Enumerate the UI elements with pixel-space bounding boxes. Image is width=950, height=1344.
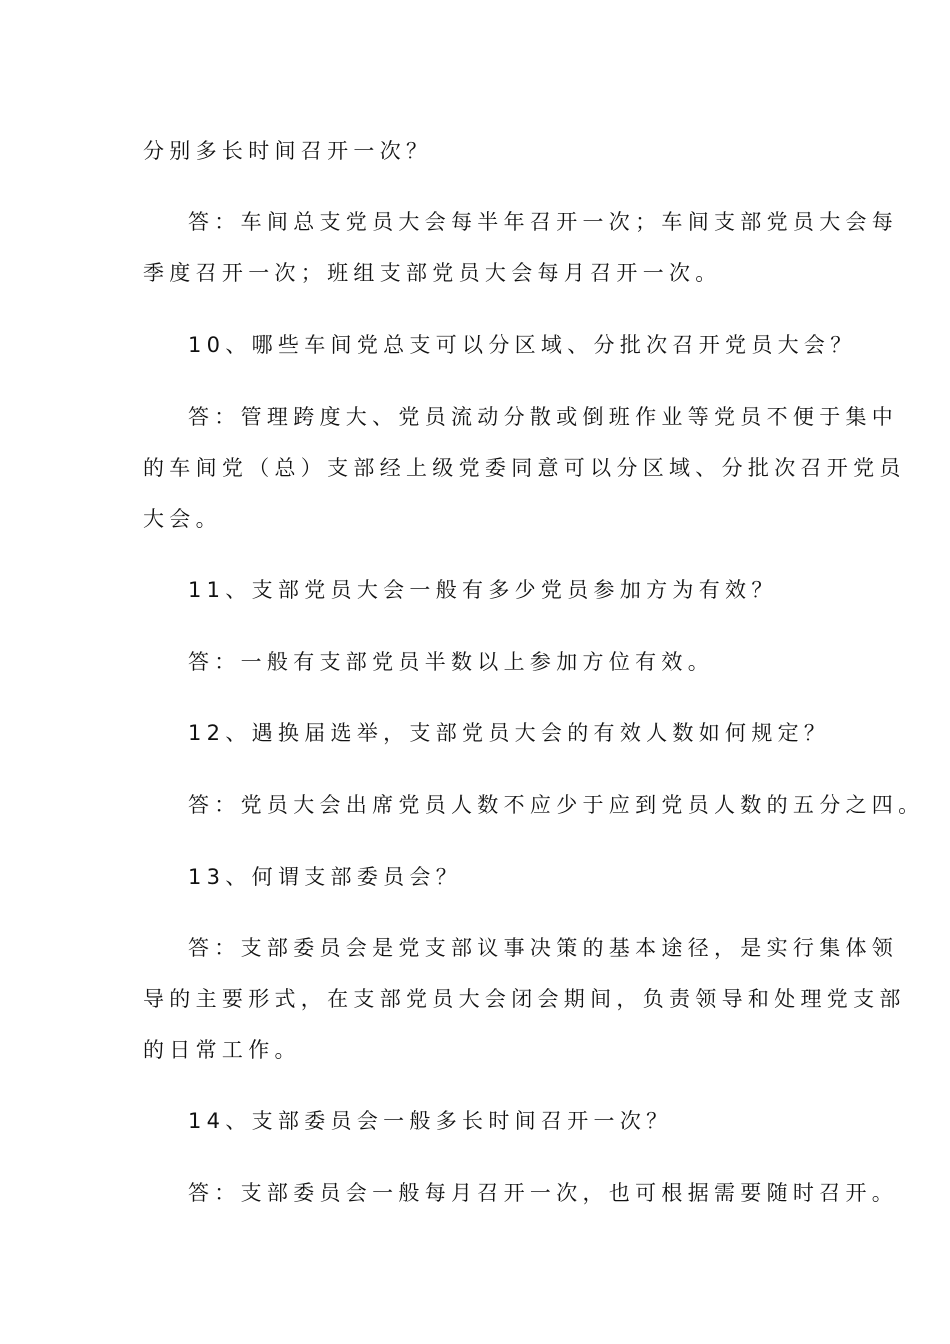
- answer-line: 的车间党（总）支部经上级党委同意可以分区域、分批次召开党员: [143, 456, 906, 480]
- answer-line: 答：一般有支部党员半数以上参加方位有效。: [188, 650, 714, 674]
- question-line: 14、支部委员会一般多长时间召开一次？: [188, 1109, 673, 1133]
- paragraph-line: 分别多长时间召开一次？: [143, 139, 433, 163]
- answer-line: 答：支部委员会是党支部议事决策的基本途径，是实行集体领: [188, 936, 899, 960]
- question-line: 12、遇换届选举，支部党员大会的有效人数如何规定？: [188, 721, 831, 745]
- answer-line: 大会。: [143, 507, 222, 531]
- question-line: 13、何谓支部委员会？: [188, 865, 463, 889]
- answer-line: 答：车间总支党员大会每半年召开一次；车间支部党员大会每: [188, 210, 899, 234]
- answer-line: 导的主要形式，在支部党员大会闭会期间，负责领导和处理党支部: [143, 987, 906, 1011]
- answer-line: 答：支部委员会一般每月召开一次，也可根据需要随时召开。: [188, 1181, 899, 1205]
- answer-line: 季度召开一次；班组支部党员大会每月召开一次。: [143, 261, 722, 285]
- answer-line: 答：党员大会出席党员人数不应少于应到党员人数的五分之四。: [188, 793, 925, 817]
- answer-line: 的日常工作。: [143, 1038, 301, 1062]
- question-line: 11、支部党员大会一般有多少党员参加方为有效？: [188, 578, 778, 602]
- question-line: 10、哪些车间党总支可以分区域、分批次召开党员大会？: [188, 333, 857, 357]
- answer-line: 答：管理跨度大、党员流动分散或倒班作业等党员不便于集中: [188, 405, 899, 429]
